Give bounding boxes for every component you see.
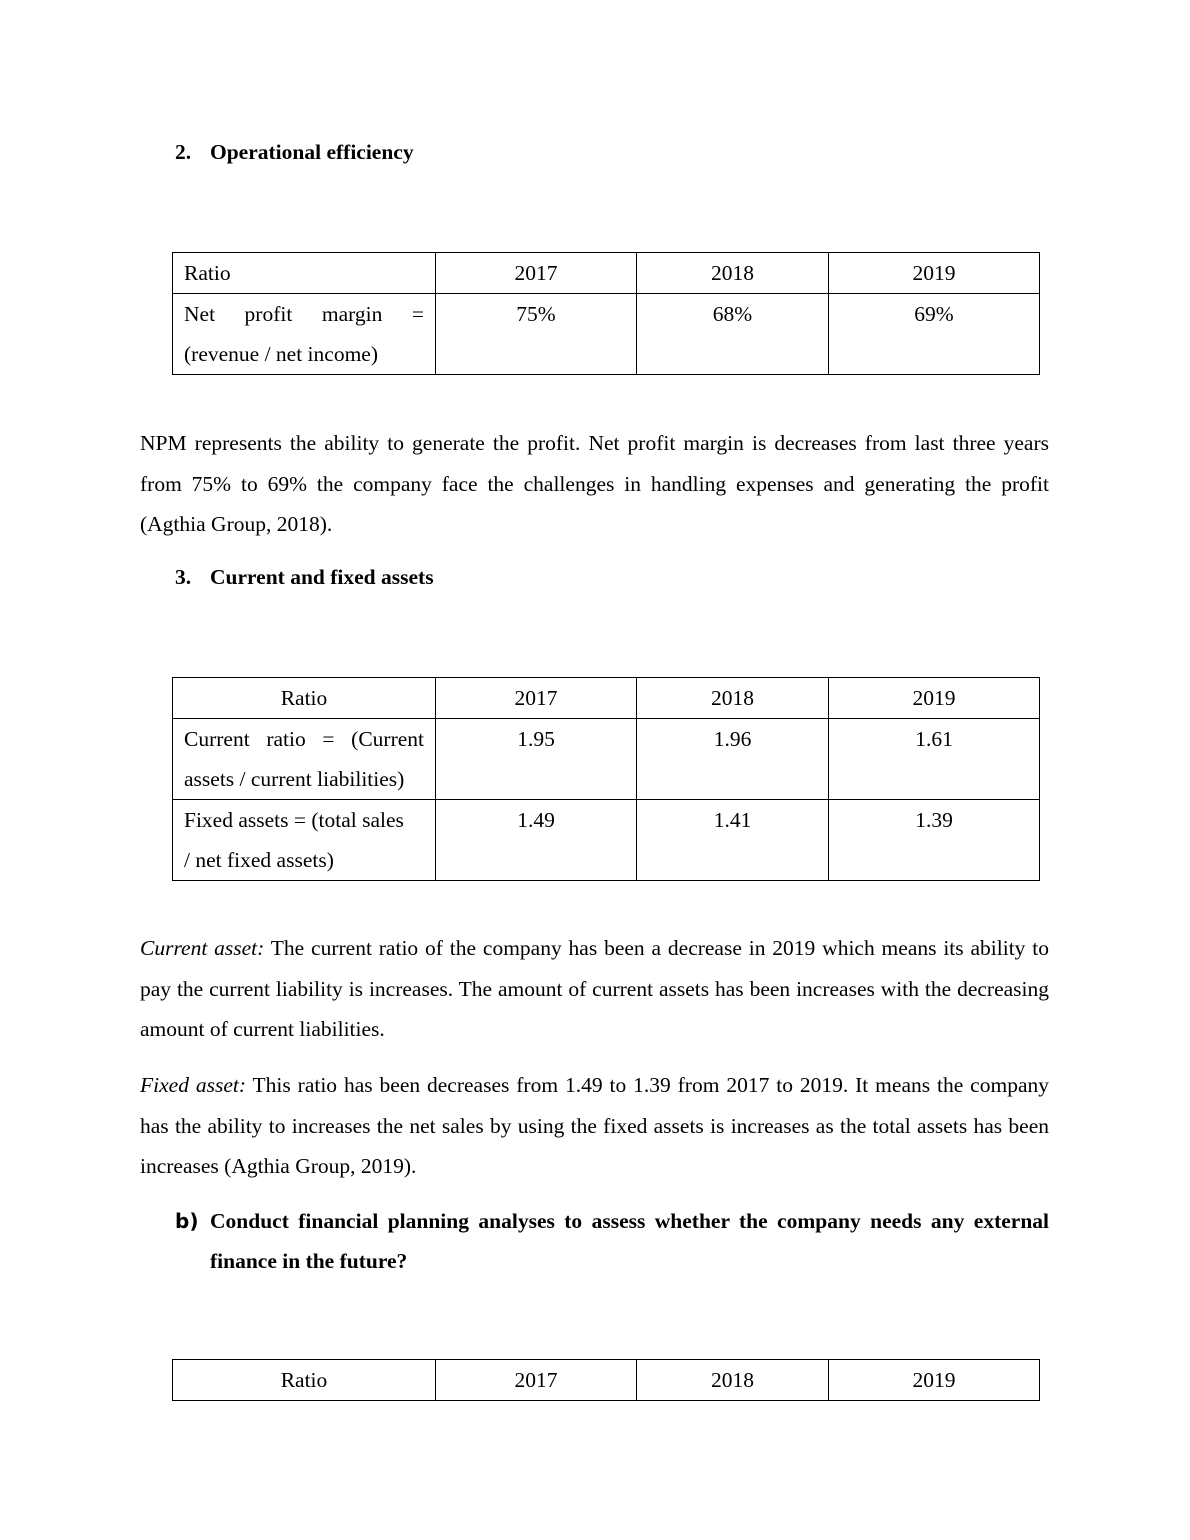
section-heading-current-fixed-assets — [175, 565, 434, 590]
fixed-asset-label: Fixed asset: — [140, 1073, 247, 1097]
value-cell: 1.49 — [436, 800, 637, 881]
question-label: b) — [175, 1209, 199, 1233]
fixed-asset-paragraph — [140, 1065, 1049, 1187]
value-cell: 1.61 — [829, 719, 1040, 800]
section-heading-operational-efficiency — [175, 140, 414, 165]
value-cell: 1.39 — [829, 800, 1040, 881]
value-cell: 68% — [637, 294, 829, 375]
header-cell: 2019 — [829, 1360, 1040, 1401]
section-number: 2. — [175, 140, 192, 164]
header-cell: 2017 — [436, 253, 637, 294]
question-b-text: Conduct financial planning analyses to assess whether the company needs any external finance in the future? — [210, 1209, 1049, 1273]
fixed-asset-text: This ratio has been decreases from 1.49 to 1.39 from 2017 to 2019. It means the company has the ability to increases the net sales by using the fixed assets is increases as the total assets has been increases (Agthia Group, 2019). — [140, 1073, 1049, 1178]
table-row — [173, 800, 1040, 881]
header-cell: 2017 — [436, 678, 637, 719]
ratio-cell — [173, 294, 436, 375]
ratio-text-line: assets / current liabilities) — [184, 767, 405, 791]
section-number: 3. — [175, 565, 192, 589]
table-header-row — [173, 1360, 1040, 1401]
value-cell: 1.95 — [436, 719, 637, 800]
value-cell: 1.41 — [637, 800, 829, 881]
table-header-row — [173, 253, 1040, 294]
financial-planning-table — [172, 1359, 1040, 1401]
ratio-cell — [173, 719, 436, 800]
header-cell: 2019 — [829, 253, 1040, 294]
header-cell: 2018 — [637, 678, 829, 719]
value-cell: 1.96 — [637, 719, 829, 800]
section-title: Operational efficiency — [210, 140, 414, 164]
current-asset-text: The current ratio of the company has been a decrease in 2019 which means its ability to pay the current liability is increases. The amount of current assets has been increases with the decreasing amount of current liabilities. — [140, 936, 1050, 1041]
header-cell: 2018 — [637, 253, 829, 294]
header-cell: Ratio — [173, 1360, 436, 1401]
section-title: Current and fixed assets — [210, 565, 434, 589]
ratio-text-line: / net fixed assets) — [184, 848, 334, 872]
ratio-text-line: Current ratio = (Current — [184, 727, 424, 751]
table-header-row — [173, 678, 1040, 719]
npm-paragraph: NPM represents the ability to generate the profit. Net profit margin is decreases from last three years from 75% to 69% the company face the challenges in handling expenses and generating the profit (Agthia Group, 2018). — [140, 431, 1049, 536]
header-cell: Ratio — [173, 253, 436, 294]
ratio-text-line: (revenue / net income) — [184, 342, 379, 366]
table-row — [173, 294, 1040, 375]
table-row — [173, 719, 1040, 800]
ratio-cell — [173, 800, 436, 881]
current-asset-paragraph — [140, 928, 1049, 1050]
header-cell: Ratio — [173, 678, 436, 719]
header-cell: 2017 — [436, 1360, 637, 1401]
header-cell: 2019 — [829, 678, 1040, 719]
net-profit-margin-table — [172, 252, 1040, 375]
ratio-text-line: Fixed assets = (total sales — [184, 808, 404, 832]
ratio-text-line: Net profit margin = — [184, 302, 424, 326]
value-cell: 75% — [436, 294, 637, 375]
current-asset-label: Current asset: — [140, 936, 265, 960]
header-cell: 2018 — [637, 1360, 829, 1401]
value-cell: 69% — [829, 294, 1040, 375]
current-fixed-assets-table — [172, 677, 1040, 881]
